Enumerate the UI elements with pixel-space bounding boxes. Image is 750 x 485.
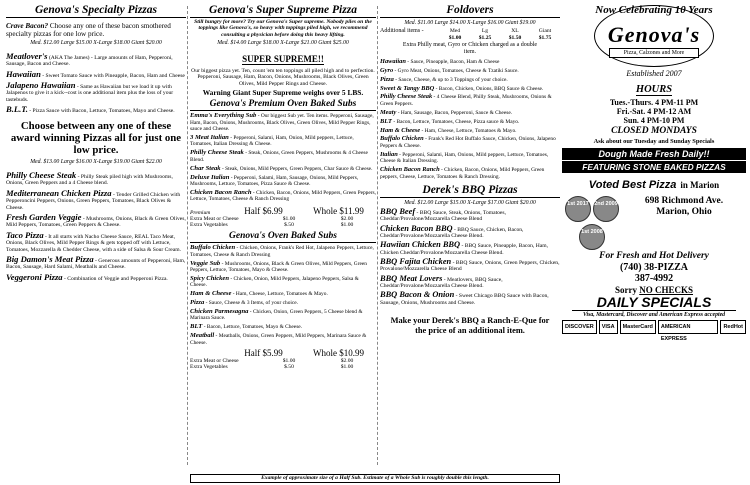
- item-desc: (AKA The James) - Large amounts of Ham, Pepperoni, Sausage, Bacon and Cheese.: [6, 54, 173, 68]
- size-name: XL: [511, 28, 519, 35]
- item-name: Emma's Everything Sub: [190, 112, 257, 120]
- item-name: Meatlover's: [6, 50, 48, 61]
- bbq-title: Derek's BBQ Pizzas: [380, 184, 560, 198]
- item-desc: - Chicken, Onion, Mild Peppers, Jalapeno Peppers, Salsa & Cheese.: [190, 275, 359, 289]
- payment-cards: [562, 320, 746, 342]
- logo-name: Genova's: [607, 22, 701, 47]
- menu-item: [380, 292, 560, 306]
- menu-item: [380, 128, 560, 134]
- item-desc: - Pepperoni, Salami, Ham, Onions, Mild peppers, Lettuce, Tomatoes, Cheese & Italian Dressing.: [380, 151, 549, 165]
- menu-item: [190, 150, 376, 163]
- item-desc: - BBQ Sauce, Pineapple, Bacon, Ham, Chicken Cheddar/Provalone/Mozzarella Cheese Blend.: [380, 243, 548, 256]
- menu-item: [190, 309, 376, 322]
- hours-line: Sun. 4 PM-10 PM: [623, 116, 685, 125]
- menu-item: [380, 119, 560, 125]
- item-name: Veggeroni Pizza: [6, 271, 63, 282]
- premium-whole-price: Whole $11.99: [313, 205, 364, 216]
- item-name: Meaty: [380, 108, 397, 116]
- oven-extra-veg: Extra Vegetables $.50 $1.00: [190, 363, 354, 370]
- item-desc: - Chicken, Bacon, Onions, Mild Peppers, Green Peppers, Lettuce, Tomatoes, Cheese & Ranch Dressing: [190, 189, 376, 203]
- item-desc: - Sweet Tomato Sauce with Pineapple, Bacon, Ham and Cheese: [42, 72, 185, 79]
- crave-desc: Choose any one of these bacon smothered specialty pizzas for one low price.: [6, 22, 171, 39]
- premium-extra-veg: Extra Vegetables $.50 $1.00: [190, 221, 354, 228]
- phone-number[interactable]: 387-4992: [634, 273, 674, 284]
- item-name: Pizza: [190, 299, 205, 307]
- item-desc: - Meatballs, Onions, Green Peppers, Mild Peppers, Marinara Sauce & Cheese.: [190, 333, 367, 346]
- item-desc: - BBQ Sauce, Steak, Onions, Tomatoes, Cheddar/Provalone/Mozzarella Cheese Blend: [380, 209, 506, 223]
- payment-card-icon: VISA: [599, 320, 618, 334]
- item-desc: - Bacon, Lettuce, Tomatoes, Cheese, Pizza sauce & Mayo.: [393, 118, 520, 125]
- menu-item: [190, 190, 376, 203]
- menu-item: [6, 79, 186, 104]
- item-name: Fresh Garden Veggie: [6, 211, 82, 222]
- item-desc: - Pepperoni, Salami, Ham, Onion, Mild peppers, Lettuce, Tomatoes, Italian Dressing & Cheese.: [190, 135, 354, 148]
- menu-item: [6, 50, 186, 68]
- item-desc: - Sauce, Cheese, & up to 3 Toppings of your choice.: [395, 76, 508, 83]
- item-desc: - Meatlovers, BBQ Sauce, Cheddar/Provalone/Mozzarella Cheese Blend.: [380, 276, 503, 290]
- menu-item: [380, 110, 560, 116]
- supreme-title: Genova's Super Supreme Pizza: [190, 4, 376, 18]
- item-desc: - BBQ Sauce, Onions, Green Peppers, Chicken, Provalone/Mozzarella Cheese Blend: [380, 259, 560, 273]
- item-desc: - Ham, Sausage, Bacon, Pepperoni, Sauce & Cheese.: [397, 109, 513, 116]
- payment-card-icon: RedHot: [720, 320, 746, 334]
- item-desc: - Bacon, Lettuce, Tomatoes, Mayo & Cheese.: [203, 324, 303, 331]
- super-supreme-subtitle: SUPER SUPREME!!: [242, 53, 324, 64]
- sorry-text: Sorry: [614, 285, 637, 295]
- menu-item: [380, 77, 560, 83]
- menu-item: [6, 211, 186, 229]
- size-prices: [440, 35, 560, 41]
- item-name: Taco Pizza: [6, 229, 44, 240]
- foldovers-prices: Med. $11.00 Large $14.00 X-Large $16.00 Giant $19.00: [404, 20, 536, 26]
- item-desc: - Philly Steak piled high with Mushrooms, Onions, Green Peppers and a 4 Cheese blend.: [6, 173, 173, 187]
- item-desc: - Chicken, Bacon, Onions, Mild Peppers, Green peppers, Cheese, Lettuce, Tomatoes & Ranch Dressing.: [380, 167, 545, 180]
- menu-item: [190, 300, 376, 306]
- menu-item: [380, 86, 560, 92]
- menu-item: [380, 94, 560, 107]
- supreme-subs-column: [190, 4, 376, 469]
- item-desc: - Chicken, Onions, Frank's Red Hot, Jalapeno Peppers, Lettuce, Tomatoes, Cheese & Ranch Dressing: [190, 245, 374, 258]
- payment-card-icon: AMERICAN EXPRESS: [658, 320, 719, 334]
- item-desc: - BBQ Sauce, Chicken, Bacon, Cheddar/Provalone/Mozzarella Cheese Blend.: [380, 226, 524, 240]
- oven-whole-price: Whole $10.99: [313, 347, 364, 358]
- oven-subs-title: Genova's Oven Baked Subs: [190, 231, 376, 243]
- item-desc: - It all starts with Nacho Cheese Sauce, REAL Taco Meat, Onions, Black Olives, Mild Pepper Rings & gets topped off with Lettuce, Tomatoes, Mozzarella & Chedder Cheese, with a side of Salsa & Sour Cream.: [6, 233, 181, 253]
- item-name: Chicken Bacon Ranch: [380, 166, 440, 174]
- menu-item: [380, 59, 560, 65]
- item-name: Buffalo Chicken: [190, 244, 236, 252]
- item-desc: - Bacon, Chicken, Onions, BBQ Sauce & Cheese.: [435, 85, 544, 92]
- hours-title: HOURS: [635, 84, 673, 95]
- menu-item: [380, 167, 560, 180]
- bbq-list: [380, 206, 560, 307]
- item-name: BLT: [380, 117, 392, 125]
- genovas-logo: [594, 5, 714, 67]
- menu-item: [380, 242, 560, 256]
- item-name: Chicken Bacon Ranch: [190, 188, 252, 196]
- foldovers-title: Foldovers: [380, 4, 560, 18]
- payment-card-icon: DISCOVER: [562, 320, 597, 334]
- menu-item: [190, 291, 376, 297]
- hours-list: [562, 98, 746, 125]
- menu-item: [380, 223, 560, 240]
- item-desc: - Combination of Veggie and Pepperoni Pizza.: [64, 275, 168, 282]
- bbq-promo: Make your Derek's BBQ a Ranch-E-Que for the price of an additional item.: [390, 316, 550, 336]
- foldovers-list: [380, 59, 560, 180]
- size-price: $1.75: [538, 34, 552, 41]
- oven-price-row: [190, 348, 376, 358]
- item-name: Meatball: [190, 332, 215, 340]
- item-desc: - Sweet Chicago BBQ Sauce with Bacon, Sausage, Onions, Mushrooms and Cheese.: [380, 293, 549, 306]
- item-name: Hawiian Chicken BBQ: [380, 240, 461, 250]
- established: Established 2007: [626, 69, 682, 78]
- item-desc: - Tender Grilled Chicken with Pepperoncini Peppers, Onions, Green Peppers, Tomatoes, Black Olives & Cheese.: [6, 191, 181, 211]
- celebrating-text: Now Celebrating 10 Years: [595, 4, 713, 16]
- daily-specials: DAILY SPECIALS: [572, 295, 736, 311]
- item-name: BBQ Meat Lovers: [380, 273, 443, 283]
- item-name: Deluxe Italian: [190, 173, 230, 181]
- address-line2: Marion, Ohio: [656, 207, 712, 217]
- menu-item: [6, 103, 186, 115]
- logo-subtitle: Pizza, Calzones and More: [609, 48, 699, 58]
- super-supreme-desc: Our biggest pizza yet. Ten, count 'em ten toppings all piled high and to perfection. Pepperoni, Sausage, Ham, Bacon, Onions, Mushrooms, Black Olives, Green Olives, Mild Pepper Rings and Cheese.: [191, 67, 375, 87]
- item-name: Buffalo Chicken: [380, 135, 424, 143]
- menu-item: [380, 256, 560, 273]
- oven-subs-list: [190, 245, 376, 346]
- voted-best: Voted Best Pizza: [588, 179, 677, 191]
- item-desc: - Steak, Onions, Mild Peppers, Green Peppers, Char Sauce & Cheese.: [221, 165, 373, 172]
- oven-extra-meat: Extra Meat or Cheese $1.00 $2.00: [190, 357, 354, 364]
- menu-item: [380, 273, 560, 290]
- menu-item: [190, 166, 376, 172]
- delivery-text: For Fresh and Hot Delivery: [599, 251, 709, 261]
- address-line1: 698 Richmond Ave.: [644, 196, 724, 206]
- bbq-prices: Med. $12.00 Large $15.00 X-Large $17.00 Giant $20.00: [404, 199, 536, 206]
- menu-item: [380, 206, 560, 223]
- item-desc: - Pizza Sauce with Bacon, Lettuce, Tomatoes, Mayo and Cheese.: [29, 107, 175, 114]
- item-name: BBQ Beef: [380, 206, 416, 216]
- menu-item: [6, 253, 186, 271]
- menu-item: [380, 152, 560, 165]
- item-name: Italian: [380, 150, 398, 158]
- item-name: Philly Cheese Steak: [380, 93, 433, 101]
- menu-item: [190, 324, 376, 330]
- stone-baked-banner: FEATURING STONE BAKED PIZZAS: [562, 161, 746, 173]
- menu-item: [190, 175, 376, 188]
- menu-item: [190, 135, 376, 148]
- oven-half-price: Half $5.99: [244, 347, 283, 358]
- item-name: Chicken Bacon BBQ: [380, 223, 453, 233]
- item-name: Gyro: [380, 66, 394, 74]
- item-name: Mediterranean Chicken Pizza: [6, 187, 112, 198]
- specialty-list: [6, 50, 186, 115]
- premium-half-price: Half $6.99: [244, 205, 283, 216]
- info-column: [562, 4, 746, 481]
- choose-text: Choose between any one of these award winning Pizzas all for just one low price.: [10, 120, 182, 157]
- item-desc: - Generous amounts of Pepperoni, Ham, Bacon, Sausage, Hard Salami, Meatballs and Cheese.: [6, 257, 186, 271]
- menu-item: [6, 169, 186, 187]
- choose-prices: Med. $13.00 Large $16.00 X-Large $19.00 Giant $22.00: [30, 159, 162, 166]
- divider: [187, 6, 188, 465]
- payment-card-icon: MasterCard: [620, 320, 656, 334]
- additional-label: Additional items -: [380, 28, 424, 35]
- item-desc: - Same as Hawaiian but we load it up with Jalapenos to give it a kick--cost is one additional item plus the loss of your tastebuds.: [6, 83, 174, 103]
- item-desc: - Our biggest Sub yet. Ten items. Pepperoni, Sausage, Ham, Bacon, Onions, Mushrooms, Black Olives, Green Olives, Mild Pepper Rings, sauce and Cheese.: [190, 113, 374, 133]
- item-name: BLT: [190, 323, 203, 331]
- premium-extra-meat: Extra Meat or Cheese $1.00 $2.00: [190, 215, 354, 222]
- item-name: B.L.T.: [6, 103, 28, 114]
- item-name: Pizza: [380, 75, 394, 83]
- voted-place: in Marion: [680, 180, 720, 190]
- specialty-title: Genova's Specialty Pizzas: [6, 4, 186, 18]
- item-name: Ham & Cheese: [190, 290, 232, 298]
- no-checks: NO CHECKS: [639, 285, 693, 295]
- item-desc: - Sauce, Cheese & 3 Items, of your choice.: [205, 300, 299, 307]
- award-medal-icon: 2nd 2009: [593, 196, 619, 222]
- item-name: Ham & Cheese: [380, 126, 421, 134]
- item-name: 3 Meat Italian: [190, 134, 229, 142]
- size-price: $1.00: [448, 34, 462, 41]
- item-desc: - Gyro Meat, Onions, Tomatoes, Cheese & Tzatiki Sauce.: [394, 67, 519, 74]
- item-desc: - Ham, Cheese, Lettuce, Tomatoes & Mayo.: [421, 127, 517, 134]
- item-name: BBQ Bacon & Onion: [380, 290, 455, 300]
- phone-pizza[interactable]: (740) 38-PIZZA: [619, 262, 689, 273]
- menu-item: [6, 229, 186, 254]
- crave-bacon-block: [6, 22, 186, 38]
- menu-item: [190, 276, 376, 289]
- divider: [377, 6, 378, 465]
- additional-items: [380, 28, 560, 40]
- menu-item: [190, 333, 376, 346]
- hours-line: Fri.-Sat. 4 PM-12 AM: [616, 107, 692, 116]
- menu-item: [6, 271, 186, 283]
- item-name: Big Damon's Meat Pizza: [6, 253, 94, 264]
- crave-name: Crave Bacon?: [6, 22, 49, 30]
- size-price: $1.25: [478, 34, 492, 41]
- size-name: Giant: [538, 28, 552, 35]
- dough-banner: Dough Made Fresh Daily!!: [562, 148, 746, 160]
- menu-item: [380, 68, 560, 74]
- supreme-intro: Still hungry for more? Try our Genova's Super supreme. Nobody piles on the toppings like Genova's, so heavy with toppings piled high, we recommend consulting a physician before doing this heavy lifting.: [194, 19, 372, 38]
- item-name: Char Steak: [190, 164, 221, 172]
- item-desc: - Frank's Red Hot Buffalo Sauce, Chicken, Onions, Jalapeno Peppers & Cheese.: [380, 136, 556, 149]
- item-name: BBQ Fajita Chicken: [380, 256, 452, 266]
- supreme-warning: Warning Giant Super Supreme weighs over 5 LBS.: [202, 88, 364, 98]
- item-desc: - 4 Cheese Blend, Philly Steak, Mushrooms, Onions & Green Peppers.: [380, 94, 552, 107]
- item-desc: - Mushrooms, Onions, Black & Green Olives, Mild Peppers, Tomatoes, Green Peppers & Cheese.: [6, 215, 186, 229]
- item-name: Philly Cheese Steak: [190, 149, 244, 157]
- specials-note: Ask about our Tuesday and Sunday Specials: [593, 138, 715, 145]
- hours-line: Tues.-Thurs. 4 PM-11 PM: [609, 98, 699, 107]
- award-medals: [562, 196, 622, 250]
- item-name: Veggie Sub: [190, 259, 221, 267]
- award-medal-icon: 1st 2008: [579, 224, 605, 250]
- item-name: Hawaiian: [6, 68, 41, 79]
- size-price: $1.50: [508, 34, 522, 41]
- cards-accepted: Visa, Mastercard, Discover and American Express accepted: [582, 312, 726, 318]
- item-desc: - Ham, Cheese, Lettuce, Tomatoes & Mayo.: [232, 291, 328, 298]
- item-name: Sweet & Tangy BBQ: [380, 84, 435, 92]
- menu-item: [6, 68, 186, 80]
- item-name: Chicken Parmesagna: [190, 307, 249, 315]
- premium-label: Premium: [190, 209, 211, 216]
- premium-price-row: [190, 206, 376, 216]
- crave-prices: Med. $12.00 Large $15.00 X-Large $18.00 Giant $20.00: [30, 40, 162, 47]
- item-name: Jalapeno Hawaiian: [6, 79, 76, 90]
- half-sub-size-note: Example of approximate size of a Half Sub. Estimate of a Whole Sub is roughly double this length.: [190, 474, 560, 483]
- award-pizza-list: [6, 169, 186, 282]
- size-name: Lg: [481, 28, 489, 35]
- closed-mondays: CLOSED MONDAYS: [611, 126, 697, 136]
- foldover-note: Extra Philly meat, Gyro or Chicken charged as a double item.: [402, 41, 538, 55]
- menu-item: [190, 113, 376, 132]
- foldovers-bbq-column: [380, 4, 560, 469]
- size-name: Med: [449, 28, 461, 35]
- premium-subs-title: Genova's Premium Oven Baked Subs: [190, 99, 376, 111]
- menu-item: [190, 245, 376, 258]
- menu-item: [6, 187, 186, 212]
- menu-item: [380, 136, 560, 149]
- item-name: Hawaiian: [380, 57, 406, 65]
- premium-subs-list: [190, 113, 376, 202]
- item-desc: - Chicken, Onion, Green Peppers, 5 Cheese blend & Marinara Sauce.: [190, 308, 363, 322]
- item-desc: - Mushrooms, Onions, Black & Green Olives, Mild Peppers, Green Peppers, Lettuce, Tomatoes, Mayo & Cheese.: [190, 260, 367, 273]
- supreme-prices: Med. $14.00 Large $18.00 X-Large $21.00 Giant $25.00: [217, 40, 349, 47]
- specialty-pizzas-column: [6, 4, 186, 481]
- item-desc: - Sauce, Pineapple, Bacon, Ham & Cheese: [407, 58, 500, 65]
- item-desc: - Pepperoni, Salami, Ham, Sausage, Onions, Mild Peppers, Mushrooms, Lettuce, Tomatoes, Pizza Sauce & Cheese.: [190, 174, 359, 187]
- menu-item: [190, 261, 376, 274]
- award-section: [562, 196, 746, 250]
- item-desc: - Steak, Onions, Green Peppers, Mushrooms & 4 Cheese Blend.: [190, 150, 368, 163]
- item-name: Philly Cheese Steak: [6, 169, 77, 180]
- award-medal-icon: 1st 2017: [565, 196, 591, 222]
- item-name: Spicy Chicken: [190, 274, 230, 282]
